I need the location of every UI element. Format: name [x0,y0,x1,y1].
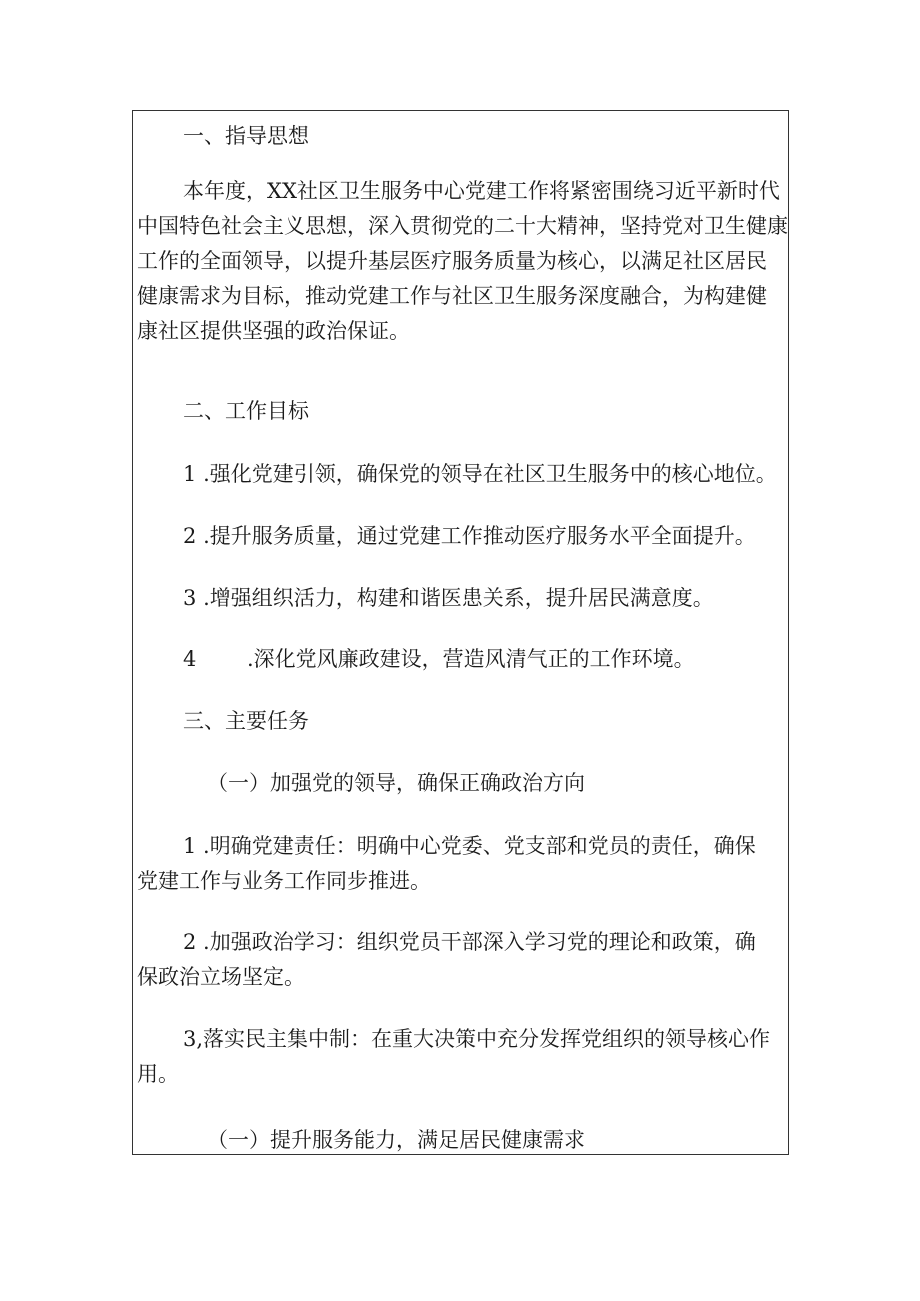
goal-item [137,519,789,554]
task-line: 3,落实民主集中制：在重大决策中充分发挥党组织的领导核心作 [183,1027,771,1051]
goal-text: .提升服务质量，通过党建工作推动医疗服务水平全面提升。 [203,524,756,548]
section1-line: 康社区提供坚强的政治保证。 [137,319,410,343]
section1-line: 健康需求为目标，推动党建工作与社区卫生服务深度融合，为构建健 [137,284,767,308]
goal-number: 2 [183,524,197,548]
task-line: 1 .明确党建责任：明确中心党委、党支部和党员的责任，确保 [183,834,756,858]
section3-heading: 三、主要任务 [183,709,309,733]
task-line: 2 .加强政治学习：组织党员干部深入学习党的理论和政策，确 [183,930,756,954]
subsection-heading: （一）提升服务能力，满足居民健康需求 [207,1128,585,1152]
section1-line: 工作的全面领导，以提升基层医疗服务质量为核心，以满足社区居民 [137,249,767,273]
section1-line: 本年度，XX社区卫生服务中心党建工作将紧密围绕习近平新时代 [183,179,780,203]
goal-number: 3 [183,586,197,610]
task-line: 用。 [137,1062,179,1086]
goal-text: .强化党建引领，确保党的领导在社区卫生服务中的核心地位。 [203,462,777,486]
task-line: 党建工作与业务工作同步推进。 [137,869,431,893]
goal-item [137,642,789,677]
goal-text: .增强组织活力，构建和谐医患关系，提升居民满意度。 [203,586,714,610]
task-line: 保政治立场坚定。 [137,965,305,989]
subsection-heading: （一）加强党的领导，确保正确政治方向 [207,771,585,795]
goal-item [137,581,789,616]
document-frame [132,110,789,1155]
goal-number: 1 [183,462,197,486]
goal-number: 4 [183,647,197,671]
section2-heading: 二、工作目标 [183,399,309,423]
goal-text: .深化党风廉政建设，营造风清气正的工作环境。 [247,647,695,671]
section1-heading: 一、指导思想 [183,124,309,148]
goal-item [137,457,789,492]
section1-line: 中国特色社会主义思想，深入贯彻党的二十大精神，坚持党对卫生健康 [137,214,788,238]
